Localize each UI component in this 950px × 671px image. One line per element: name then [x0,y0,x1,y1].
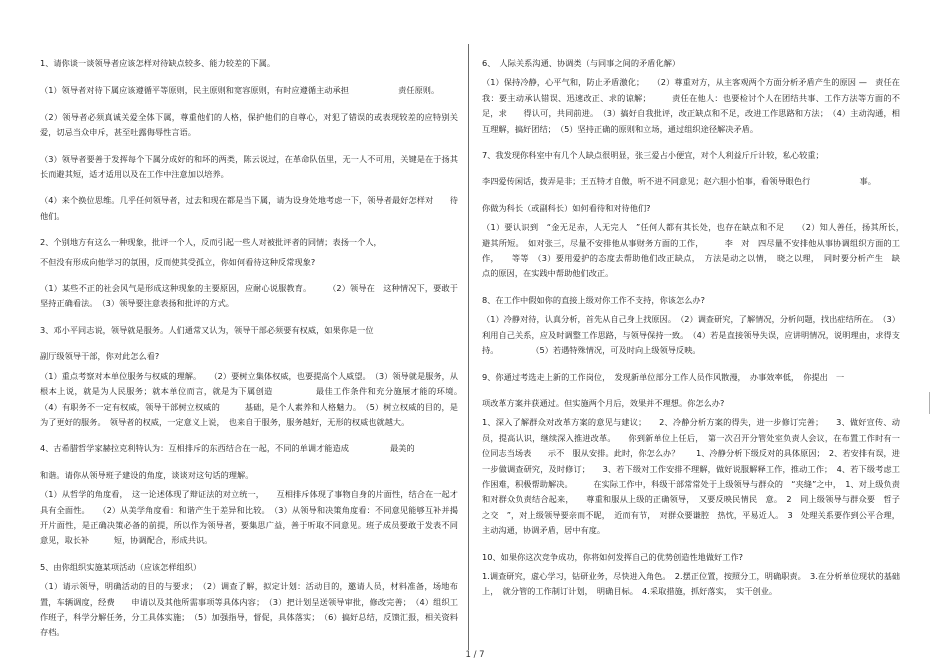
question-8: 8、在工作中假如你的直接上级对你工作不支持，你该怎么办? [482,294,705,305]
question-10: 10、如果你这次竞争成功，你将如何发挥自己的优势创造性地做好工作? [482,551,744,562]
column-divider [468,44,469,650]
question-1: 1、请你谈一谈领导者应该怎样对待缺点较多、能力较差的下属。 [40,58,276,68]
right-column [482,56,909,611]
page-edge-mark [929,392,944,414]
answer-2: （1）某些不正的社会风气是形成这种现象的主要原因，应耐心说服教育。 （2）领导在 这种情况下，要敢于坚持正确看法。 （3）领导要注意表扬和批评的方式。 [40,283,458,309]
answer-1-point-3: （3）领导者要善于发挥每个下属分成好的和坏的两类，陈云说过，在革命队伍里，无一人不可用，关键是在于扬其长而避其短，适才适用以及在工作中注意加以培养。 [40,153,458,180]
answer-3: （1）重点考察对本单位服务与权威的理解。 （2）要树立集体权威，也要提高个人威望。 （3）领导就是服务，从根本上说，就是为人民服务；就本单位而言，就是为下属创造 最佳工作条件和充分施展才能的环境。 （4）有职务不一定有权威，领导干部树立权威的 基础，是个人素养和人格魅力。 （5）树立权威的目的，是为了更好的服务。 领导者的权威，一定意义上说， 也来自于服务，服务越好，无形的权威也就越大。 [40,370,467,427]
answer-8: （1）冷静对待，认真分析，首先从自己身上找原因。 （2）调查研究，了解情况，分析问题，找出症结所在。 （3）利用自己关系，应及时调整工作思路，与领导保持一致。 （4）若是直接领导失误，应讲明情况，说明理由，求得支持。 （5）若遇特殊情况，可及时向上级领导反映。 [482,314,900,356]
question-4: 4、古希腊哲学家赫拉克利特认为：互相排斥的东西结合在一起，不同的单调才能造成 最美的 [40,443,415,454]
question-7-ask: 你做为科长（或副科长）如何看待和对待他们? [482,202,651,213]
question-2: 2、个别地方有这么一种现象，批评一个人，反而引起一些人对被批评者的同情；表扬一个人， [40,237,382,248]
question-7-continued: 李四爱传闲话，拨弄是非；王五特才自傲，听不进不同意见；赵六胆小怕事，看领导眼色行 事。 [482,176,876,187]
question-9: 9、你通过考选走上新的工作岗位， 发现新单位部分工作人员作风散漫， 办事效率低， 你提出 一 [482,371,845,382]
left-column [40,56,467,652]
answer-6: （1）保持冷静，心平气和，防止矛盾激化； （2）尊重对方，从主客观两个方面分析矛盾产生的原因 — 责任在我：要主动承认错误、迅速改正、求的谅解； 责任在他人：也要检讨个人在团结共事、工作方法等方面的不足，求 得认可，共同前进。 （3）搞好自我批评，改正缺点和不足，改进工作思路和方法； （4）主动沟通，相互理解，搞好团结； （5）坚持正确的原则和立场，通过组织途径解决矛盾。 [482,77,900,134]
answer-10: 1.调查研究，虚心学习，钻研业务，尽快进入角色。 2.摆正位置，按照分工，明确职责。 3.在分析单位现状的基础上， 就分管的工作制订计划， 明确目标。 4.采取措施，抓好落实， 实干创业。 [482,570,900,597]
question-5: 5、由你组织实施某项活动（应该怎样组织） [40,561,202,572]
answer-1-point-4: （4）来个换位思维。几乎任何领导者，过去和现在都是当下属，请为设身处地考虑一下，领导者最好怎样对 待他们。 [40,195,458,221]
answer-1-point-2: （2）领导者必须真诚关爱全体下属，尊重他们的人格，保护他们的自尊心，对犯了错误的或表现较差的应特别关爱，切忌当众申斥，甚至吐露侮辱性言语。 [40,111,458,138]
answer-7: （1）要认识到 “金无足赤，人无完人 ”任何人都有其长处，也存在缺点和不足 （2）知人善任，扬其所长， 避其所短。 如对张三，尽量不安排他从事财务方面的工作， 李 对 四尽量不安排他从事协调组织方面的工作， 等等 （3）要用爱护的态度去帮助他们改正缺点， 方法是动之以情， 晓之以理， 同时要分析产生 缺 点的原因，在实践中帮助他们改正。 [482,222,909,279]
answer-1-point-1: （1）领导者对待下属应该遵循平等原则，民主原则和宽容原则，有时应遵循主动承担 责任原则。 [40,85,440,96]
question-6: 6、 人际关系沟通、协调类（与同事之间的矛盾化解） [482,58,681,68]
question-2-continued: 不但没有形成向他学习的氛围，反而使其受孤立，你如何看待这种反常现象? [40,256,316,267]
page-indicator: 1 / 7 [465,650,485,660]
question-9-continued: 项改革方案并获通过。但实施两个月后，效果并不理想。你怎么办? [482,397,725,408]
answer-9: 1、深入了解群众对改革方案的意见与建议； 2、冷静分析方案的得失，进一步修订完善； 3、做好宣传、动员，提高认识，继续深入推进改革。 你到新单位上任后， 第一次召开分管处室负责人会议，在布置工作时有一位同志当场表 示不 服从安排。此时，你怎么办？ 1、冷静分析下级反对的具体原因； 2、若安排有误，进一步做调查研究，及时修订； 3、若下级对工作安排不理解，做好说服解释工作，推动工作； 4、若下级考虑工作困难，积极帮助解决。 在实际工作中，科级干部常常处于上级领导与群众的 “夹缝”之中， 1、对上级负责和对群众负责结合起来， 尊重和服从上级的正确领导， 又要反映民情民 意。 2 同上级领导与群众要 哲子之交 ”，对上级领导要亲而不昵， 近而有节， 对群众要谦腔 热忱，平易近人。 3 处理关系要作到公平合理，主动沟通，协调矛盾，居中有度。 [482,417,900,536]
question-3: 3、邓小平同志说，领导就是服务。人们通常又认为，领导干部必须要有权威，如果你是一位 [40,324,374,335]
question-3-continued: 副厅级领导干部，你对此怎么看? [40,351,160,362]
question-4-continued: 和谐。请你从领导班子建设的角度，谈谈对这句话的理解。 [40,469,254,480]
answer-4: （1）从哲学的角度看， 这一论述体现了辩证法的对立统一， 互相排斥体现了事物自身的片面性，结合在一起才具有全面性。 （2）从美学角度看：和谐产生于差异和比较。 （3）从领导和决策角度看：不同意见能够互补并揭开片面性，是正确决策必备的前提，所以作为领导者，要集思广益，善于听取不同意见。班子成员要敢于发表不同意见，取长补 短，协调配合，形成共识。 [40,489,458,546]
answer-5: （1）请示领导，明确活动的目的与要求； （2）调查了解，拟定计划：活动目的，邀请人员，材料准备，场地布置，车辆调度，经费 申请以及其他所需事项等具体内容； （3）把计划呈送领导审批，修改完善； （4）组织工作班子，科学分解任务，分工具体实施； （5）加强指导，督促，具体落实； （6）搞好总结，反馈汇报，相关资料存档。 [40,581,458,638]
question-7: 7、我发现你科室中有几个人缺点很明显，张三爱占小便宜，对个人利益斤斤计较，私心较重； [482,150,824,161]
